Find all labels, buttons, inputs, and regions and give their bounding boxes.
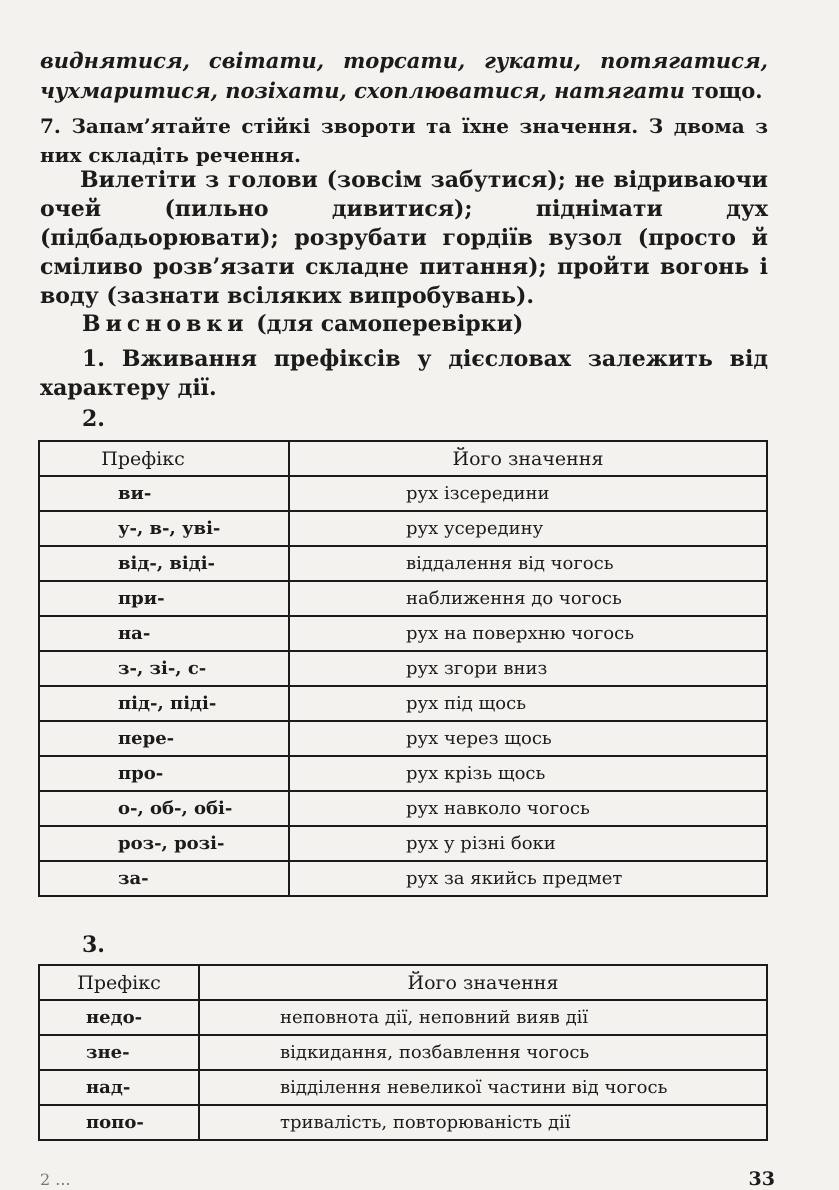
meaning-cell: рух крізь щось: [289, 756, 767, 791]
table-row: [39, 1035, 767, 1070]
table-row: [39, 756, 767, 791]
conclusions-title: Висновки: [82, 311, 249, 337]
task-7: 7. Запам’ятайте стійкі звороти та їхне значення. З двома з них складіть речення.: [40, 114, 768, 167]
point-3-label: 3.: [82, 932, 105, 958]
prefix-cell: з-, зі-, с-: [39, 651, 289, 686]
table-body: [39, 476, 767, 896]
meaning-cell: відділення невеликої частини від чогось: [199, 1070, 767, 1105]
table-header-row: [39, 965, 767, 1000]
footer-fragment: 2 ...: [40, 1170, 71, 1189]
table-row: [39, 861, 767, 896]
prefix-cell: ви-: [39, 476, 289, 511]
conclusions-subtitle: (для самоперевірки): [256, 311, 524, 337]
prefix-table-1: [38, 440, 768, 897]
prefix-table-2: [38, 964, 768, 1141]
meaning-cell: тривалість, повторюваність дії: [199, 1105, 767, 1140]
meaning-cell: віддалення від чогось: [289, 546, 767, 581]
prefix-cell: о-, об-, обі-: [39, 791, 289, 826]
table-row: [39, 616, 767, 651]
meaning-cell: рух у різні боки: [289, 826, 767, 861]
verb-list: виднятися, світати, торсати, гукати, потягатися, чухмаритися, позіхати, схоплюватися, натягати: [40, 48, 768, 103]
table-row: [39, 511, 767, 546]
top-paragraph: [40, 46, 768, 106]
point-2-label: 2.: [82, 406, 105, 432]
table-row: [39, 581, 767, 616]
prefix-cell: роз-, розі-: [39, 826, 289, 861]
table-row: [39, 476, 767, 511]
prefix-cell: пере-: [39, 721, 289, 756]
meaning-cell: рух за якийсь предмет: [289, 861, 767, 896]
table-body: [39, 1000, 767, 1140]
table-row: [39, 721, 767, 756]
table-header-row: [39, 441, 767, 476]
table-row: [39, 826, 767, 861]
table-row: [39, 791, 767, 826]
meaning-cell: рух на поверхню чогось: [289, 616, 767, 651]
verb-list-tail: тощо.: [691, 78, 763, 103]
meaning-cell: рух згори вниз: [289, 651, 767, 686]
prefix-cell: при-: [39, 581, 289, 616]
prefix-cell: у-, в-, уві-: [39, 511, 289, 546]
meaning-cell: неповнота дії, неповний вияв дії: [199, 1000, 767, 1035]
prefix-cell: від-, віді-: [39, 546, 289, 581]
idioms-paragraph: Вилетіти з голови (зовсім забутися); не відриваючи очей (пильно дивитися); піднімати дух (підбадьорювати); розрубати гордіїв вузол (просто й сміливо розв’язати складне питання); пройти вогонь і воду (зазнати всіляких випробувань).: [40, 167, 768, 309]
header-meaning: Його значення: [199, 965, 767, 1000]
meaning-cell: рух усередину: [289, 511, 767, 546]
header-prefix: Префікс: [39, 965, 199, 1000]
prefix-cell: про-: [39, 756, 289, 791]
meaning-cell: рух навколо чогось: [289, 791, 767, 826]
prefix-cell: за-: [39, 861, 289, 896]
meaning-cell: рух під щось: [289, 686, 767, 721]
table-row: [39, 1000, 767, 1035]
prefix-cell: на-: [39, 616, 289, 651]
table-row: [39, 686, 767, 721]
page-number: 33: [748, 1168, 775, 1190]
meaning-cell: наближення до чогось: [289, 581, 767, 616]
meaning-cell: рух ізсередини: [289, 476, 767, 511]
prefix-cell: під-, піді-: [39, 686, 289, 721]
table-row: [39, 1105, 767, 1140]
table-row: [39, 651, 767, 686]
prefix-cell: попо-: [39, 1105, 199, 1140]
conclusions-heading: [40, 310, 768, 339]
conclusion-point-1: 1. Вживання префіксів у дієсловах залежить від характеру дії.: [40, 346, 768, 401]
table-row: [39, 546, 767, 581]
header-prefix: Префікс: [39, 441, 289, 476]
prefix-cell: над-: [39, 1070, 199, 1105]
table-row: [39, 1070, 767, 1105]
prefix-cell: недо-: [39, 1000, 199, 1035]
prefix-cell: зне-: [39, 1035, 199, 1070]
meaning-cell: відкидання, позбавлення чогось: [199, 1035, 767, 1070]
meaning-cell: рух через щось: [289, 721, 767, 756]
header-meaning: Його значення: [289, 441, 767, 476]
